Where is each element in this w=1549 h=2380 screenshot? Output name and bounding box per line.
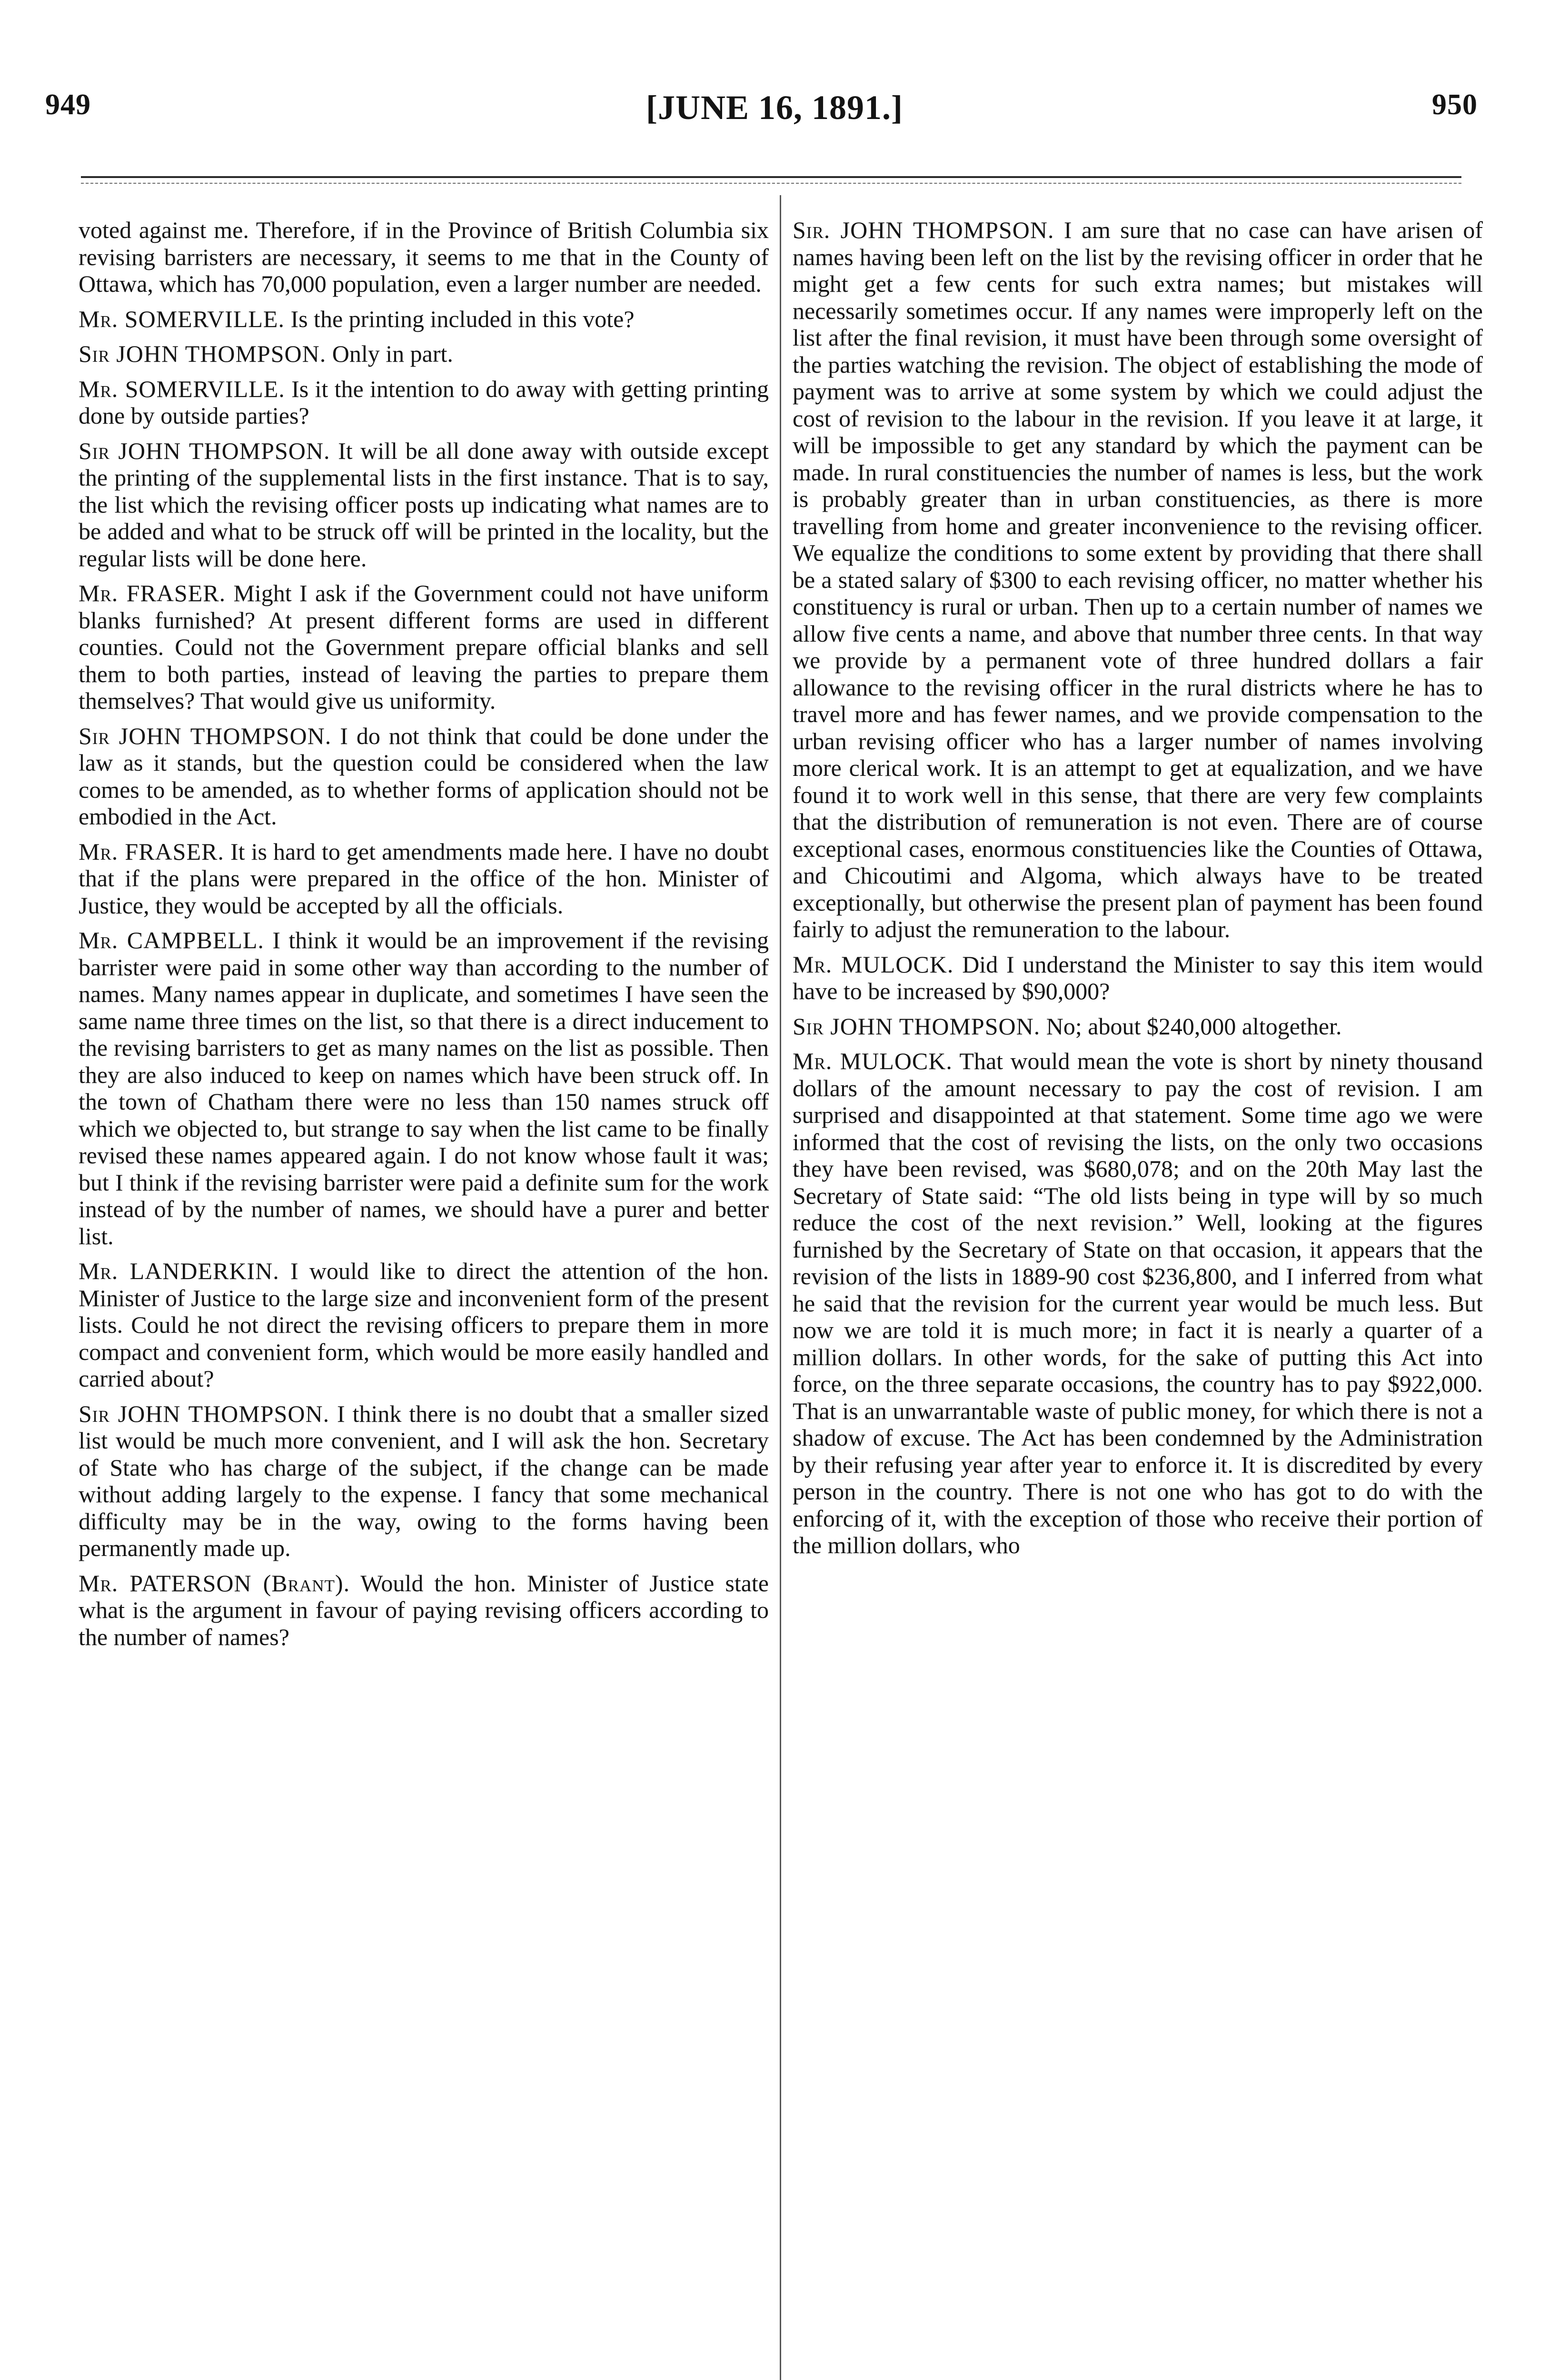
speaker-name: Mr. MULOCK. (793, 1048, 953, 1074)
paragraph-text: Only in part. (332, 340, 453, 367)
paragraph (79, 217, 769, 298)
paragraph-text: I do not think that could be done under the law as it stands, but the question could be considered when the law comes to be amended, as to whether forms of application should not be embodied in the Act. (79, 722, 769, 830)
paragraph (793, 951, 1483, 1005)
speaker-name: Sir. JOHN THOMPSON. (793, 217, 1054, 243)
page-header (0, 88, 1549, 140)
paragraph (793, 1013, 1483, 1040)
paragraph (79, 1570, 769, 1651)
paragraph (79, 1258, 769, 1392)
left-column (79, 217, 769, 2380)
paragraph-text: I think there is no doubt that a smaller sized list would be much more convenient, and I will ask the hon. Secretary of State who has charge of the subject, if the change can be made without adding largely to the expense. I fancy that some mechanical difficulty may be in the way, owing to the forms having been permanently made up. (79, 1400, 769, 1561)
speaker-name: Sir JOHN THOMPSON. (79, 1400, 330, 1427)
paragraph-text: Is the printing included in this vote? (290, 305, 635, 332)
paragraph-text: I think it would be an improvement if the revising barrister were paid in some other way than according to the number of names. Many names appear in duplicate, and sometimes I have seen the same name three times on the list, so that there is a direct inducement to the revising barristers to get as many names on the list as possible. Then they are also induced to keep on names which have been struck off. In the town of Chatham there were no less than 150 names struck off which we objected to, but strange to say when the list came to be finally revised these names appeared again. I do not know whose fault it was; but I think if the revising barrister were paid a definite sum for the work instead of by the number of names, we should have a purer and better list. (79, 927, 769, 1250)
paragraph-text: Might I ask if the Government could not have uniform blanks furnished? At present different forms are used in different counties. Could not the Government prepare official blanks and sell them to both parties, instead of leaving the parties to prepare them themselves? That would give us uniformity. (79, 580, 769, 714)
paragraph-text: It is hard to get amendments made here. I have no doubt that if the plans were prepared in the office of the hon. Minister of Justice, they would be accepted by all the officials. (79, 838, 769, 919)
paragraph-text: That would mean the vote is short by ninety thousand dollars of the amount necessary to pay the cost of revision. I am surprised and disappointed at that statement. Some time ago we were informed that the cost of revising the lists, on the only two occasions they have been revised, was $680,078; and on the 20th May last the Secretary of State said: “The old lists being in type will by so much reduce the cost of the next revision.” Well, looking at the figures furnished by the Secretary of State on that occasion, it appears that the revision of the lists in 1889-90 cost $236,800, and I inferred from what he said that the revision for the current year would be much less. But now we are told it is much more; in fact it is nearly a quarter of a million dollars. In other words, for the sake of putting this Act into force, on the three separate occasions, the country has to pay $922,000. That is an unwarrantable waste of public money, for which there is not a shadow of excuse. The Act has been condemned by the Administration by their refusing year after year to enforce it. It is discredited by every person in the country. There is not one who has got to do with the enforcing of it, with the exception of those who receive their portion of the million dollars, who (793, 1048, 1483, 1558)
page-number-right: 950 (1432, 89, 1478, 121)
paragraph (79, 437, 769, 572)
paragraph (793, 217, 1483, 943)
speaker-name: Sir JOHN THOMPSON. (79, 340, 327, 367)
paragraph (79, 306, 769, 333)
paragraph (79, 340, 769, 367)
paragraph-text: Would the hon. Minister of Justice state what is the argument in favour of paying revising officers according to the number of names? (79, 1569, 769, 1650)
paragraph-text: Did I understand the Minister to say this item would have to be increased by $90,000? (793, 951, 1483, 1004)
column-divider (780, 195, 781, 2380)
paragraph (79, 580, 769, 714)
page-date: [JUNE 16, 1891.] (646, 89, 903, 127)
paragraph-text: No; about $240,000 altogether. (1046, 1012, 1342, 1040)
paragraph-text: Is it the intention to do away with getting printing done by outside parties? (79, 375, 769, 429)
speaker-name: Mr. LANDERKIN. (79, 1258, 279, 1284)
paragraph (79, 376, 769, 429)
paragraph (79, 1400, 769, 1562)
page-number-left: 949 (45, 89, 91, 121)
right-column (793, 217, 1483, 2380)
paragraph (79, 723, 769, 830)
speaker-name: Sir JOHN THOMPSON. (793, 1012, 1041, 1040)
speaker-name: Mr. PATERSON (Brant). (79, 1569, 350, 1597)
speaker-name: Sir JOHN THOMPSON. (79, 437, 330, 464)
speaker-name: Mr. FRASER. (79, 838, 224, 865)
paragraph (79, 838, 769, 919)
paragraph-text: I am sure that no case can have arisen of names having been left on the list by the revising officer in order that he might get a few cents for such extra names; but mistakes will necessarily sometimes occur. If any names were improperly left on the list after the final revision, it must have been through some oversight of the parties watching the revision. The object of establishing the mode of payment was to arrive at some system by which we could adjust the cost of revision to the labour in the revision. If you leave it at large, it will be impossible to get any standard by which the payment can be made. In rural constituencies the number of names is less, but the work is probably greater than in urban constituencies, as there is more travelling from home and greater inconvenience to the revising officer. We equalize the conditions to some extent by providing that there shall be a stated salary of $300 to each revising officer, no matter whether his constituency is rural or urban. Then up to a certain number of names we allow five cents a name, and above that number three cents. In that way we provide by a permanent vote of three hundred dollars a fair allowance to the revising officer in the rural districts where he has to travel more and has fewer names, and we provide compensation to the urban revising officer who has a larger number of names involving more clerical work. It is an attempt to get at equalization, and we have found it to work well in this sense, that there are very few complaints that the distribution of remuneration is not even. There are of course exceptional cases, enormous constituencies like the Counties of Ottawa, and Chicoutimi and Algoma, which always have to be treated exceptionally, but otherwise the present plan of payment has been found fairly to adjust the remuneration to the labour. (793, 217, 1483, 942)
paragraph-text: voted against me. Therefore, if in the Province of British Columbia six revising barristers are necessary, it seems to me that in the County of Ottawa, which has 70,000 population, even a larger number are needed. (79, 217, 769, 297)
header-rule-secondary (81, 183, 1461, 184)
header-rule (81, 176, 1461, 178)
paragraph-text: It will be all done away with outside except the printing of the supplemental lists in the first instance. That is to say, the list which the revising officer posts up indicating what names are to be added and what to be struck off will be printed in the locality, but the regular lists will be done here. (79, 437, 769, 572)
paragraph-text: I would like to direct the attention of the hon. Minister of Justice to the large size and inconvenient form of the present lists. Could he not direct the revising officers to prepare them in more compact and convenient form, which would be more easily handled and carried about? (79, 1258, 769, 1392)
speaker-name: Mr. MULOCK. (793, 951, 954, 978)
speaker-name: Mr. SOMERVILLE. (79, 305, 285, 332)
speaker-name: Mr. SOMERVILLE. (79, 375, 285, 402)
paragraph (793, 1048, 1483, 1559)
speaker-name: Sir JOHN THOMPSON. (79, 722, 332, 749)
speaker-name: Mr. FRASER. (79, 580, 226, 606)
speaker-name: Mr. CAMPBELL. (79, 927, 264, 953)
paragraph (79, 927, 769, 1250)
